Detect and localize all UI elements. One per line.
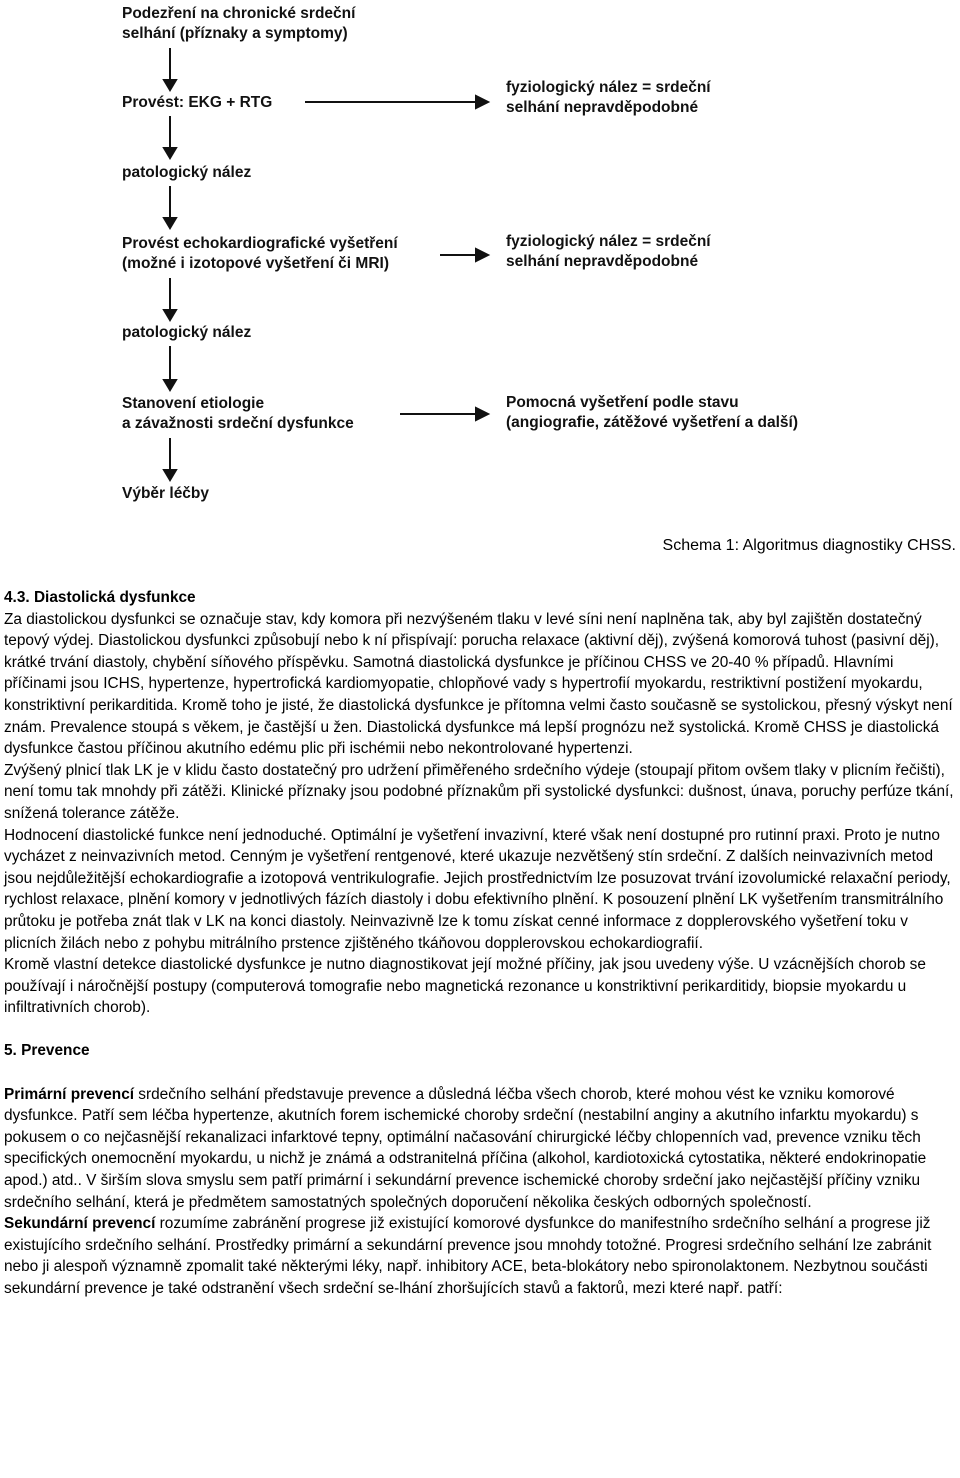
arrow-right-icon [400, 408, 488, 420]
arrow-right-icon [440, 249, 488, 261]
paragraph: Kromě vlastní detekce diastolické dysfunkce je nutno diagnostikovat její možné příčiny, jak jsou uvedeny výše. U vzácnějších chorob se používají i náročnější postupy (computerová tomografie nebo magnetická rezonance u konstriktivní perikarditidy, biopsie myokardu u infiltrativních chorob). [4, 956, 926, 1017]
flow-step-treatment: Výběr léčby [122, 485, 210, 502]
flow-arrows [0, 0, 960, 520]
flow-step-etiology: Stanovení etiologie a závažnosti srdeční dysfunkce [122, 395, 354, 432]
paragraph: Hodnocení diastolické funkce není jednoduché. Optimální je vyšetření invazivní, které však není dostupné pro rutinní praxi. Proto je nutno vycházet z neinvazivních metod. Cenným je vyšetření rentgenové, které ukazuje nezvětšený stín srdeční. Z dalších neinvazivních metod jsou nejdůležitější echokardiografie a izotopová ventrikulografie. Jejich prostřednictvím lze posuzovat trvání izovolumické relaxační periody, rychlost relaxace, plnění komory v jednotlivých fázích diastoly i dobu efektivního plnění. K posouzení plnění LK vyšetřením transmitrálního průtoku je potřeba znát tlak v LK na konci diastoly. Neinvazivně lze k tomu získat cenné informace z dopplerovského vyšetření toku v plicních žilách nebo z pohybu mitrálního prstence zjištěného tkáňovou dopplerovskou echokardiografií. [4, 826, 951, 952]
figure-caption: Schema 1: Algoritmus diagnostiky CHSS. [662, 537, 956, 554]
flow-outcome-additional-tests: Pomocná vyšetření podle stavu (angiografie, zátěžové vyšetření a další) [506, 394, 799, 431]
section-heading-4-3: 4.3. Diastolická dysfunkce [4, 589, 196, 606]
flow-step-pathologic-1: patologický nález [122, 164, 252, 181]
flowchart-figure [0, 0, 960, 520]
arrow-down-icon [164, 346, 176, 390]
arrow-down-icon [164, 116, 176, 158]
arrow-down-icon [164, 186, 176, 228]
paragraph: Za diastolickou dysfunkci se označuje stav, kdy komora při nezvýšeném tlaku v levé síni není naplněna tak, aby byl zajištěn dostatečný tepový výdej. Diastolickou dysfunkci způsobují nebo k ní přispívají: porucha relaxace (aktivní děj), zvýšená komorová tuhost (pasivní děj), krátké trvání diastoly, chybění síňového příspěvku. Samotná diastolická dysfunkce je příčinou CHSS ve 20-40 % případů. Hlavními příčinami jsou ICHS, hypertenze, hypertrofická kardiomyopatie, chlopňové vady s hypertrofií myokardu, restriktivní postižení myokardu, konstriktivní perikarditida. Kromě toho je jisté, že diastolická dysfunkce je přítomna velmi často současně se systolickou, přesný výskyt není znám. Prevalence stoupá s věkem, je častější u žen. Diastolická dysfunkce má lepší prognózu než systolická. Kromě CHSS je diastolická dysfunkce častou příčinou akutního edému plic při ischémii nebo nekontrolované hypertenzi. [4, 610, 953, 758]
flow-step-pathologic-2: patologický nález [122, 324, 252, 341]
flow-step-ecg-xray: Provést: EKG + RTG [122, 94, 273, 111]
arrow-down-icon [164, 278, 176, 320]
term-secondary-prevention: Sekundární prevencí [4, 1215, 156, 1233]
paragraph: Zvýšený plnicí tlak LK je v klidu často dostatečný pro udržení přiměřeného srdečního výdeje (stoupají přitom ovšem tlaky v plicním řečišti), není tomu tak mnohdy při zátěži. Klinické příznaky jsou podobné příznakům při systolické dysfunkci: dušnost, únava, poruchy perfúze tkání, snížená tolerance zátěže. [4, 761, 954, 822]
section-heading-5: 5. Prevence [4, 1042, 90, 1060]
arrow-right-icon [305, 96, 488, 108]
paragraph-primary-prevention: Primární prevencí srdečního selhání představuje prevence a důsledná léčba všech chorob, které mohou vést ke vzniku komorové dysfunkce. Patří sem léčba hypertenze, akutních forem ischemické choroby srdeční (nestabilní anginy a akutního infarktu myokardu) s pokusem o co nejčasnější rekanalizaci infarktové tepny, optimální načasování chirurgické léčby chlopenních vad, prevence vzniku těch specifických onemocnění myokardu, u nichž je známá a odstranitelná příčina (alkohol, kardiotoxická cytostatika, některé endokrinopatie apod.) atd.. V širším slova smyslu sem patří primární i sekundární prevence ischemické choroby srdeční jako nejčastější příčiny vzniku srdečního selhání, která je předmětem samostatných společných doporučení několika českých odborných společností. [4, 1085, 927, 1211]
arrow-down-icon [164, 48, 176, 90]
arrow-down-icon [164, 438, 176, 480]
flow-outcome-physiologic-2: fyziologický nález = srdeční selhání nepravděpodobné [506, 233, 711, 270]
flow-step-suspicion: Podezření na chronické srdeční selhání (příznaky a symptomy) [122, 5, 356, 42]
document-body [4, 587, 956, 1300]
flow-outcome-physiologic-1: fyziologický nález = srdeční selhání nepravděpodobné [506, 79, 711, 116]
flow-step-echo: Provést echokardiografické vyšetření (možné i izotopové vyšetření či MRI) [122, 235, 398, 272]
term-primary-prevention: Primární prevencí [4, 1085, 135, 1103]
paragraph-secondary-prevention: Sekundární prevencí rozumíme zabránění progrese již existující komorové dysfunkce do manifestního srdečního selhání a progrese již existujícího srdečního selhání. Prostředky primární a sekundární prevence jsou mnohdy totožné. Progresi srdečního selhání lze zabránit nebo ji alespoň významně zpomalit také některými léky, např. inhibitory ACE, beta-blokátory nebo spironolaktonem. Nezbytnou součásti sekundární prevence je také odstranění všech srdeční se-lhání zhoršujících stavů a faktorů, mezi které např. patří: [4, 1215, 932, 1297]
